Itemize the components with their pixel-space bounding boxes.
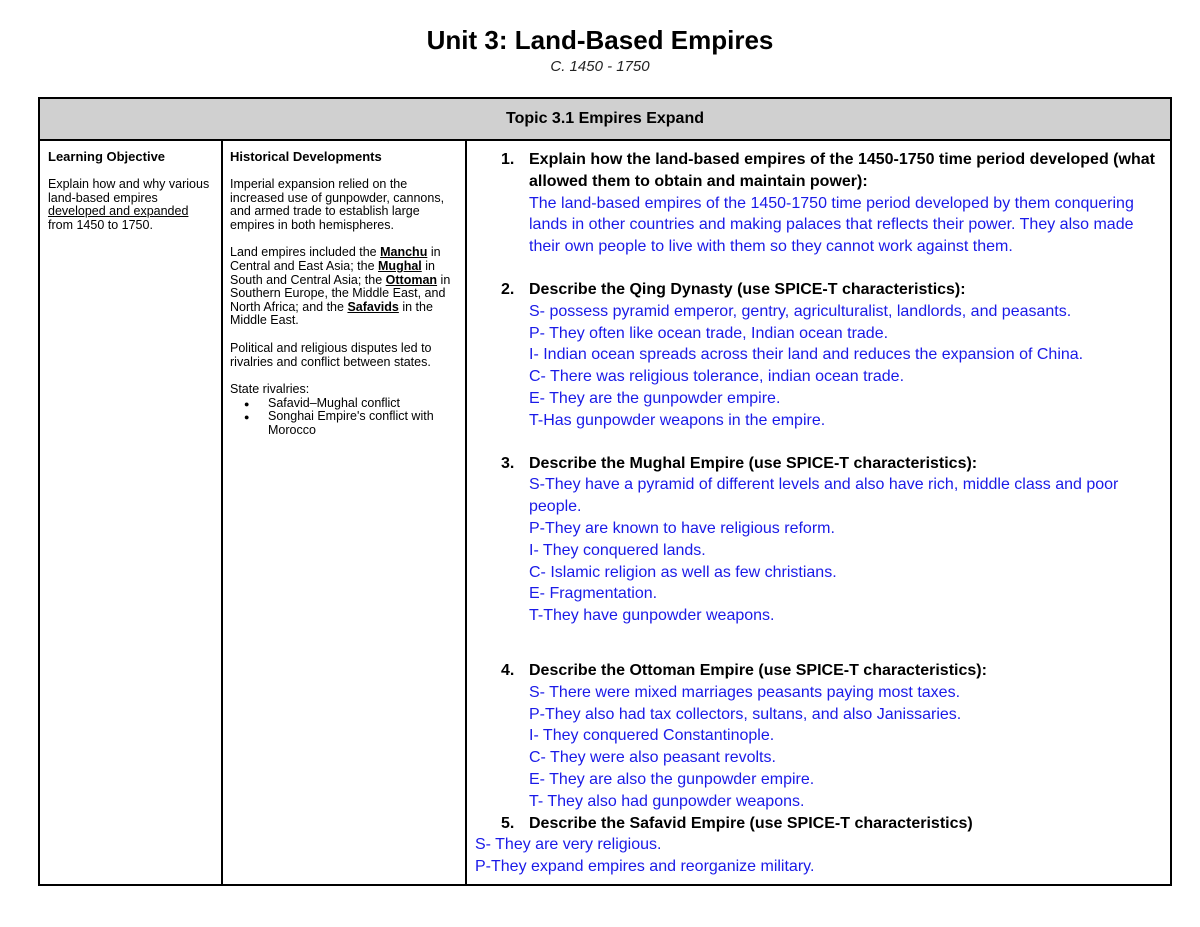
answer-line: I- They conquered lands. [529,541,706,559]
list-item: ● Songhai Empire's conflict with Morocco [268,410,457,437]
question-prompt: Describe the Qing Dynasty (use SPICE-T characteristics): [529,280,966,298]
learning-objective-cell [40,139,223,884]
question-prompt: Describe the Safavid Empire (use SPICE-T characteristics) [529,814,973,832]
answer-line: P-They are known to have religious reform. [529,519,835,537]
empire-ottoman: Ottoman [385,272,438,287]
underlined-phrase: developed and expanded [48,204,189,219]
empire-mughal: Mughal [378,258,422,273]
historical-developments-heading: Historical Developments [230,149,382,164]
empire-safavids: Safavids [347,299,399,314]
topic-table [38,97,1172,886]
answer-line: S- There were mixed marriages peasants paying most taxes. [529,683,961,701]
answer-line: T-They have gunpowder weapons. [529,607,775,625]
learning-objective-text: Explain how and why various land-based empires developed and expanded from 1450 to 1750. [48,177,210,232]
topic-header: Topic 3.1 Empires Expand [40,99,1170,141]
answer-line: The land-based empires of the 1450-1750 time period developed by them conquering lands in other countries and making palaces that reflects their power. They also made their own people to live with them so they cannot work against them. [529,194,1134,256]
document-header [0,24,1200,76]
answer-line: P- They often like ocean trade, Indian ocean trade. [529,324,889,342]
question-prompt: Explain how the land-based empires of the 1450-1750 time period developed (what allowed them to obtain and maintain power): [529,151,1155,190]
answer-line: P-They also had tax collectors, sultans, and also Janissaries. [529,705,962,723]
answer-line: P-They expand empires and reorganize military. [475,858,815,876]
answer-line: S- possess pyramid emperor, gentry, agriculturalist, landlords, and peasants. [529,302,1072,320]
rivalries-list [230,397,457,438]
hd-paragraph-1: Imperial expansion relied on the increased use of gunpowder, cannons, and armed trade to establish large empires in both hemispheres. [230,177,445,232]
question-3: 3. Describe the Mughal Empire (use SPICE-T characteristics): S-They have a pyramid of different levels and also have rich, middle class and poor people. P-They are known to have religious reform. I- They conquered lands. C- Islamic religion as well as few christians. E- Fragmentation. T-They have gunpowder weapons. [471,453,1162,627]
questions-cell [467,139,1170,884]
answer-line: S-They have a pyramid of different levels and also have rich, middle class and poor people. [529,476,1119,516]
document-subtitle: C. 1450 - 1750 [550,58,650,75]
answer-line: T-Has gunpowder weapons in the empire. [529,411,826,429]
question-prompt: Describe the Ottoman Empire (use SPICE-T characteristics): [529,661,987,679]
historical-developments-cell [223,139,467,884]
answer-line: S- They are very religious. [475,836,662,854]
list-item: ● Safavid–Mughal conflict [268,397,457,411]
answer-line: C- Islamic religion as well as few christians. [529,563,837,581]
hd-paragraph-3: Political and religious disputes led to rivalries and conflict between states. [230,340,432,369]
answer-line: I- Indian ocean spreads across their land and reduces the expansion of China. [529,346,1084,364]
answer-line: E- They are the gunpowder empire. [529,389,781,407]
question-5: 5. Describe the Safavid Empire (use SPICE-T characteristics) [471,813,1162,835]
answer-line: I- They conquered Constantinople. [529,727,775,745]
empire-manchu: Manchu [380,245,428,260]
question-4: 4. Describe the Ottoman Empire (use SPICE-T characteristics): S- There were mixed marriages peasants paying most taxes. P-They also had tax collectors, sultans, and also Janissaries. I- They conquered Constantinople. C- They were also peasant revolts. E- They are also the gunpowder empire. T- They also had gunpowder weapons. [471,660,1162,813]
question-prompt: Describe the Mughal Empire (use SPICE-T characteristics): [529,454,978,472]
hd-paragraph-2: Land empires included the Manchu in Central and East Asia; the Mughal in South and Central Asia; the Ottoman in Southern Europe, the Middle East, and North Africa; and the Safavids in the Middle East. [230,245,451,328]
answer-line: E- They are also the gunpowder empire. [529,770,815,788]
answer-line: E- Fragmentation. [529,585,658,603]
learning-objective-heading: Learning Objective [48,149,166,164]
answer-line: C- They were also peasant revolts. [529,749,776,767]
question-2: 2. Describe the Qing Dynasty (use SPICE-T characteristics): S- possess pyramid emperor, gentry, agriculturalist, landlords, and peasants. P- They often like ocean trade, Indian ocean trade. I- Indian ocean spreads across their land and reduces the expansion of China. C- There was religious tolerance, indian ocean trade. E- They are the gunpowder empire. T-Has gunpowder weapons in the empire. [471,279,1162,432]
rivalries-label: State rivalries: [230,382,310,397]
answer-line: C- There was religious tolerance, indian ocean trade. [529,368,905,386]
answer-line: T- They also had gunpowder weapons. [529,792,805,810]
document-title: Unit 3: Land-Based Empires [426,25,774,55]
question-1: 1. Explain how the land-based empires of the 1450-1750 time period developed (what allowed them to obtain and maintain power): The land-based empires of the 1450-1750 time period developed by them conquering lands in other countries and making palaces that reflects their power. They also made their own people to live with them so they cannot work against them. [471,149,1162,258]
